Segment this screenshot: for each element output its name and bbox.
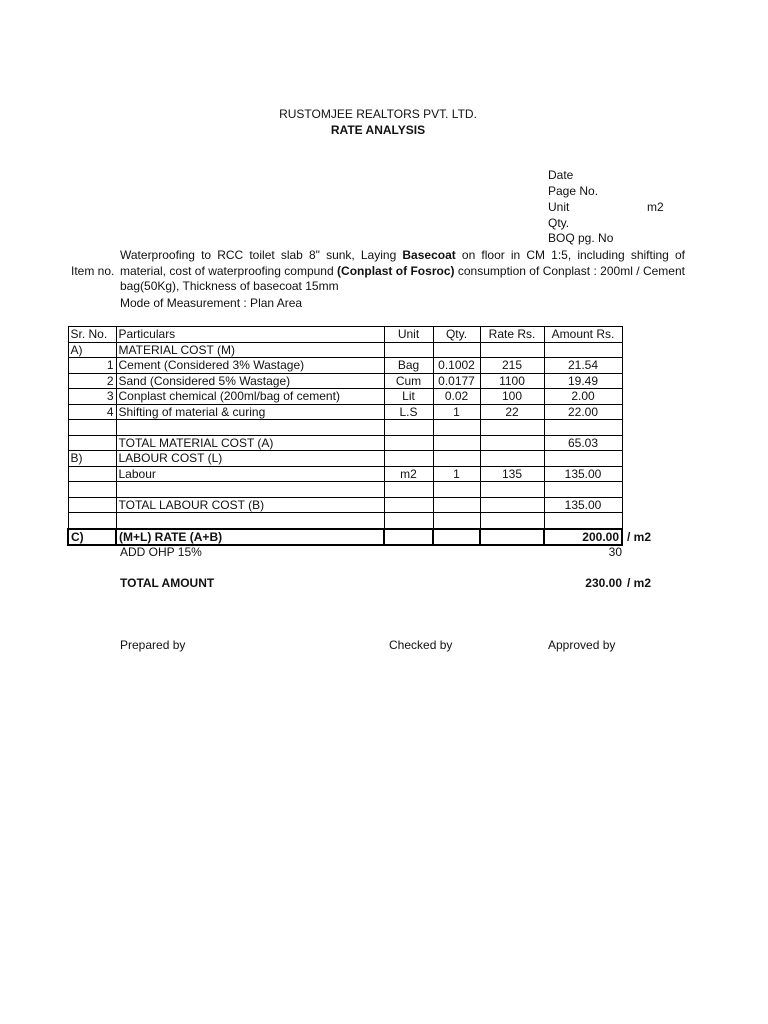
cell-amount: 135.00 — [544, 466, 622, 482]
cell-particulars: Sand (Considered 5% Wastage) — [116, 373, 384, 389]
total-labour-amount: 135.00 — [544, 497, 622, 513]
cell-unit: L.S — [384, 404, 433, 420]
approved-by-label: Approved by — [548, 638, 616, 652]
cell-unit: m2 — [384, 466, 433, 482]
item-no-label: Item no. — [71, 264, 115, 278]
cell-qty: 0.0177 — [433, 373, 480, 389]
cell-unit: Cum — [384, 373, 433, 389]
header-qty: Qty. — [433, 327, 480, 343]
ohp-value: 30 — [608, 545, 622, 559]
section-sr: A) — [68, 342, 116, 358]
table-row — [68, 404, 622, 420]
description-bold-conplast: (Conplast of Fosroc) — [337, 263, 455, 278]
cell-sr: 2 — [68, 373, 116, 389]
cell-qty: 1 — [433, 404, 480, 420]
cell-sr: 4 — [68, 404, 116, 420]
material-section-row — [68, 342, 622, 358]
item-description — [120, 248, 685, 295]
total-material-amount: 65.03 — [544, 435, 622, 451]
cell-qty: 1 — [433, 466, 480, 482]
mode-of-measurement: Mode of Measurement : Plan Area — [120, 296, 303, 310]
checked-by-label: Checked by — [389, 638, 453, 652]
table-row — [68, 373, 622, 389]
header-rate: Rate Rs. — [480, 327, 544, 343]
prepared-by-label: Prepared by — [120, 638, 186, 652]
cell-rate: 135 — [480, 466, 544, 482]
table-header-row — [68, 327, 622, 343]
blank-row — [68, 513, 622, 529]
cell-amount: 2.00 — [544, 389, 622, 405]
cell-particulars: Conplast chemical (200ml/bag of cement) — [116, 389, 384, 405]
blank-row — [68, 482, 622, 498]
cell-amount: 21.54 — [544, 358, 622, 374]
header-particulars: Particulars — [116, 327, 384, 343]
cell-sr: 3 — [68, 389, 116, 405]
description-bold-basecoat: Basecoat — [402, 248, 456, 262]
total-amount-value: 230.00 — [585, 576, 622, 590]
cell-particulars: Cement (Considered 3% Wastage) — [116, 358, 384, 374]
section-title: LABOUR COST (L) — [116, 451, 384, 467]
total-per-unit: / m2 — [627, 576, 652, 590]
header-unit: Unit — [384, 327, 433, 343]
table-row — [68, 466, 622, 482]
page-no-label: Page No. — [548, 184, 599, 198]
ohp-label: ADD OHP 15% — [120, 545, 202, 559]
total-labour-row — [68, 497, 622, 513]
company-name: RUSTOMJEE REALTORS PVT. LTD. — [279, 107, 477, 121]
total-material-label: TOTAL MATERIAL COST (A) — [116, 435, 384, 451]
rate-sr: C) — [68, 529, 116, 546]
total-material-row — [68, 435, 622, 451]
header-amount: Amount Rs. — [544, 327, 622, 343]
blank-row — [68, 420, 622, 436]
cell-rate: 215 — [480, 358, 544, 374]
cell-particulars: Labour — [116, 466, 384, 482]
combined-rate-row — [68, 529, 622, 546]
cell-amount: 22.00 — [544, 404, 622, 420]
cell-qty: 0.02 — [433, 389, 480, 405]
cell-particulars: Shifting of material & curing — [116, 404, 384, 420]
cell-rate: 22 — [480, 404, 544, 420]
cell-rate: 1100 — [480, 373, 544, 389]
section-sr: B) — [68, 451, 116, 467]
cell-rate: 100 — [480, 389, 544, 405]
section-title: MATERIAL COST (M) — [116, 342, 384, 358]
date-label: Date — [548, 168, 574, 182]
boq-page-label: BOQ pg. No — [548, 231, 614, 245]
cell-sr: 1 — [68, 358, 116, 374]
labour-section-row — [68, 451, 622, 467]
unit-value: m2 — [647, 200, 664, 214]
cell-unit: Bag — [384, 358, 433, 374]
total-amount-label: TOTAL AMOUNT — [120, 576, 215, 590]
qty-label: Qty. — [548, 216, 570, 230]
table-row — [68, 389, 622, 405]
cell-qty: 0.1002 — [433, 358, 480, 374]
description-text: consumption of Conplast : 200ml / Cement bag(50Kg), Thickness of basecoat 15mm — [120, 263, 685, 293]
total-labour-label: TOTAL LABOUR COST (B) — [116, 497, 384, 513]
cell-amount: 19.49 — [544, 373, 622, 389]
description-text: on floor in CM 1:5, including shifting of material, cost of waterproofing compund — [120, 248, 685, 278]
unit-label: Unit — [548, 200, 570, 214]
rate-label: (M+L) RATE (A+B) — [116, 529, 384, 546]
description-text: Waterproofing to RCC toilet slab 8" sunk, Laying — [120, 248, 403, 262]
cell-unit: Lit — [384, 389, 433, 405]
table-row — [68, 358, 622, 374]
rate-per-unit: / m2 — [627, 530, 652, 544]
document-title: RATE ANALYSIS — [330, 123, 426, 137]
header-sr-no: Sr. No. — [68, 327, 116, 343]
rate-analysis-table — [67, 326, 623, 546]
rate-amount: 200.00 — [544, 529, 622, 546]
